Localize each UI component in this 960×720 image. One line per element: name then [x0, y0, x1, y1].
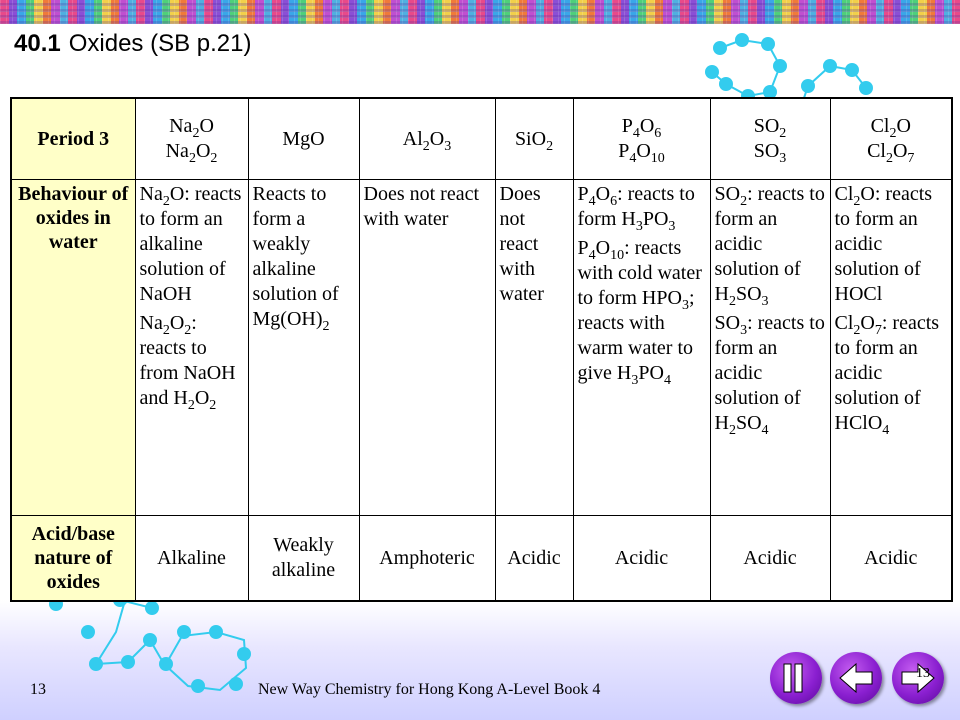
behaviour-text: $P_4O_6$: reacts to form $H_3PO_3$ — [577, 183, 695, 234]
footer-book-title: New Way Chemistry for Hong Kong A-Level Book 4 — [258, 681, 601, 698]
behaviour-text: $Na_2O$: reacts to form an alkaline solution of NaOH — [139, 183, 242, 305]
row-header-behaviour: Behaviour of oxides in water — [11, 180, 135, 516]
behaviour-text: $SO_2$: reacts to form an acidic solution of $H_2SO_3$ — [714, 183, 825, 309]
header-cell-aluminium-oxide — [359, 98, 495, 180]
table-row-period-3 — [11, 98, 952, 180]
formula: $Cl_2O_7$ — [867, 140, 915, 166]
behaviour-text: Does not react with water — [363, 183, 480, 230]
nature-cell: Acidic — [710, 516, 830, 602]
header-cell-silicon-dioxide — [495, 98, 573, 180]
first-page-icon — [770, 652, 822, 704]
period-3-oxides-table — [10, 97, 953, 602]
formula: $P_4O_{10}$ — [618, 140, 665, 166]
table-row-acid-base-nature — [11, 516, 952, 602]
formula: MgO — [282, 127, 325, 150]
row-header-acid-base-nature: Acid/base nature of oxides — [11, 516, 135, 602]
behaviour-cell-sulphur-oxides — [710, 180, 830, 516]
header-cell-chlorine-oxides — [830, 98, 952, 180]
slide-title — [14, 30, 251, 58]
header-cell-phosphorus-oxides — [573, 98, 710, 180]
behaviour-cell-aluminium-oxide — [359, 180, 495, 516]
behaviour-text: $P_4O_{10}$: reacts with cold water to form $HPO_3$; reacts with warm water to give $H_3PO_4$ — [577, 237, 702, 388]
previous-slide-button[interactable] — [830, 652, 882, 704]
nature-cell: Alkaline — [135, 516, 248, 602]
formula: $Al_2O_3$ — [402, 127, 452, 154]
behaviour-cell-phosphorus-oxides — [573, 180, 710, 516]
arrow-left-icon — [830, 652, 882, 704]
table-row-behaviour — [11, 180, 952, 516]
behaviour-cell-silicon-dioxide — [495, 180, 573, 516]
behaviour-text: $Cl_2O_7$: reacts to form an acidic solution of HClO$_4$ — [834, 312, 940, 438]
formula: $Na_2O_2$ — [165, 140, 218, 166]
behaviour-cell-sodium-oxides — [135, 180, 248, 516]
formula: SiO$_2$ — [514, 127, 554, 154]
section-title: Oxides (SB p.21) — [68, 30, 252, 57]
nature-cell: Acidic — [830, 516, 952, 602]
behaviour-text: Does not react with water — [499, 183, 544, 305]
header-cell-magnesium-oxide — [248, 98, 359, 180]
nature-cell: Weakly alkaline — [248, 516, 359, 602]
formula: $SO_2$ — [753, 115, 787, 141]
nature-cell: Amphoteric — [359, 516, 495, 602]
behaviour-cell-chlorine-oxides — [830, 180, 952, 516]
page-number: 13 — [916, 666, 930, 681]
formula: $SO_3$ — [753, 140, 787, 166]
nature-cell: Acidic — [573, 516, 710, 602]
header-cell-sodium-oxides — [135, 98, 248, 180]
footer-slide-number: 13 — [30, 681, 46, 698]
formula: $Cl_2O$ — [870, 115, 911, 141]
formula: $P_4O_6$ — [621, 115, 662, 141]
behaviour-cell-magnesium-oxide — [248, 180, 359, 516]
first-page-button[interactable] — [770, 652, 822, 704]
header-cell-sulphur-oxides — [710, 98, 830, 180]
behaviour-text: $Cl_2O$: reacts to form an acidic solution of HOCl — [834, 183, 933, 305]
behaviour-text: $Na_2O_2$: reacts to from NaOH and $H_2O_2$ — [139, 312, 236, 413]
behaviour-text: Reacts to form a weakly alkaline solution of $Mg(OH)_2$ — [252, 183, 339, 334]
nature-cell: Acidic — [495, 516, 573, 602]
section-number: 40.1 — [14, 30, 61, 57]
row-header-period-3: Period 3 — [11, 98, 135, 180]
formula: $Na_2O$ — [169, 115, 214, 141]
behaviour-text: $SO_3$: reacts to form an acidic solution of $H_2SO_4$ — [714, 312, 825, 438]
